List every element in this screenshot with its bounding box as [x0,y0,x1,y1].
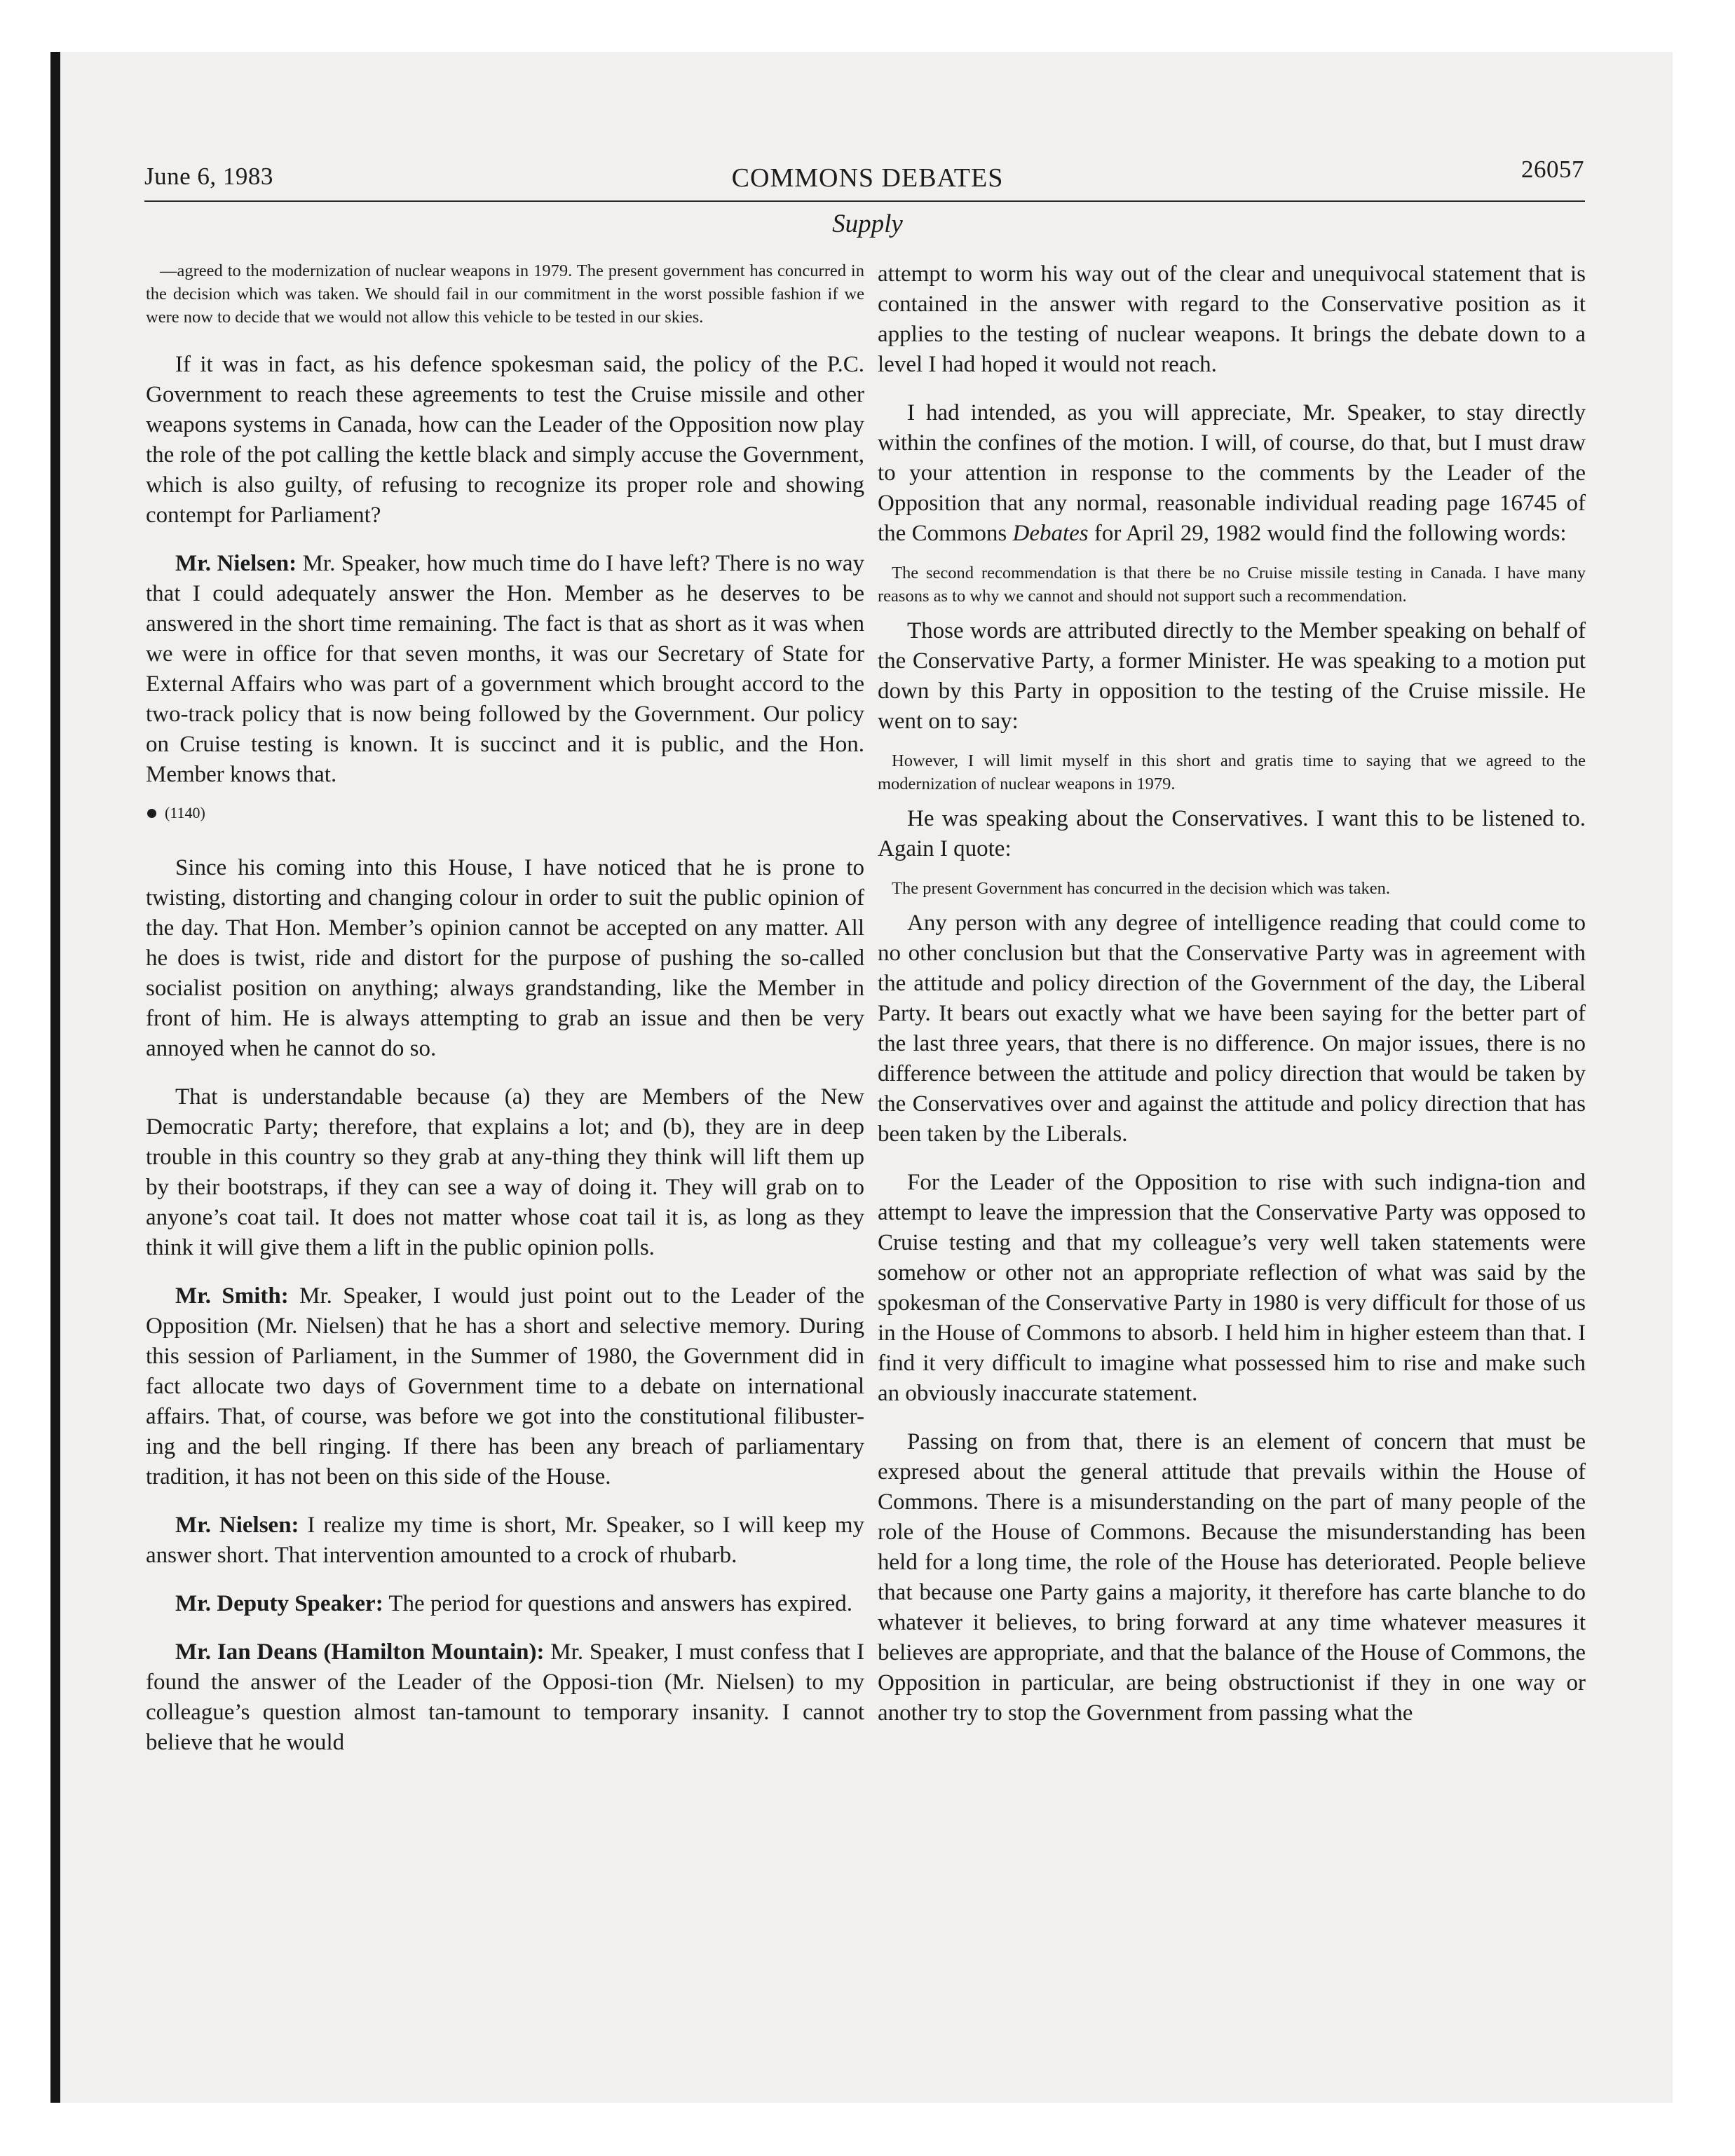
speech-paragraph [146,1589,864,1619]
speaker-name: Mr. Deputy Speaker: [175,1591,383,1616]
speech-text: The period for questions and answers has expired. [383,1591,852,1616]
speaker-name: Mr. Ian Deans (Hamilton Mountain): [175,1639,545,1665]
right-column [878,259,1586,1728]
speaker-name: Mr. Nielsen: [175,1513,299,1538]
speech-paragraph [146,1510,864,1571]
speech-paragraph [146,549,864,790]
paragraph: That is understandable because (a) they are Members of the New Democratic Party; therefore, that explains a lot; and (b), they are in deep trouble in this country so they grab at any-thing they think will lift them up by their bootstraps, if they can see a way of doing it. They will grab on to anyone’s coat tail. It does not matter whose coat tail it is, as long as they think it will give them a lift in the public opinion polls. [146,1084,864,1260]
bullet-icon [147,809,156,818]
quoted-passage: However, I will limit myself in this short and gratis time to saying that we agreed to the modernization of nuclear weapons in 1979. [878,751,1586,793]
paragraph: For the Leader of the Opposition to rise with such indigna-tion and attempt to leave the impression that the Conservative Party was opposed to Cruise testing and that my colleague’s very well taken statements were somehow or other not an appropriate reflection of what was said by the spokesman of the Conservative Party in 1980 is very difficult for those of us in the House of Commons to absorb. I held him in higher esteem than that. I find it very difficult to imagine what possessed him to rise and make such an obviously inaccurate statement. [878,1170,1586,1406]
header-date: June 6, 1983 [144,163,273,190]
quoted-passage: The second recommendation is that there be no Cruise missile testing in Canada. I have many reasons as to why we cannot and should not support such a recommendation. [878,564,1586,606]
paragraph-text: for April 29, 1982 would find the following words: [1088,521,1567,546]
quoted-passage: The present Government has concurred in the decision which was taken. [892,879,1390,898]
paragraph: Any person with any degree of intelligence reading that could come to no other conclusion but that the Conservative Party was in agreement with the attitude and policy direction of the Government of the day, the Liberal Party. It bears out exactly what we have been saying for the better part of the last three years, that there is no difference. On major issues, there is no difference between the attitude and policy direction that would be taken by the Conservatives over and against the attitude and policy direction that has been taken by the Liberals. [878,910,1586,1147]
header-rule [144,200,1585,202]
speech-paragraph [146,1281,864,1492]
time-marker-text: (1140) [165,804,205,821]
speaker-name: Mr. Smith: [175,1283,289,1309]
header-title: COMMONS DEBATES [731,163,1004,193]
paragraph [878,398,1586,549]
paragraph: Since his coming into this House, I have noticed that he is prone to twisting, distorting and changing colour in order to suit the public opinion of the day. That Hon. Member’s opinion cannot be accepted on any matter. All he does is twist, ride and distort for the purpose of pushing the so-called socialist position on anything; always grandstanding, like the Member in front of him. He is always attempting to grab an issue and then be very annoyed when he cannot do so. [146,855,864,1061]
paragraph-text: I had intended, as you will appreciate, Mr. Speaker, to stay directly within the confines of the motion. I will, of course, do that, but I must draw to your attention in response to the comments by the Leader of the Opposition that any normal, reasonable individual reading page 16745 of the Commons [878,400,1586,546]
running-head: Supply [832,210,903,238]
speaker-name: Mr. Nielsen: [175,551,297,576]
quoted-passage: —agreed to the modernization of nuclear weapons in 1979. The present government has concurred in the decision which was taken. We should fail in our commitment in the worst possible fashion if we were now to decide that we would not allow this vehicle to be tested in our skies. [146,261,864,327]
header-page-number: 26057 [1521,156,1584,183]
speech-text: Mr. Speaker, I would just point out to the Leader of the Opposition (Mr. Nielsen) that he has a short and selective memory. During this session of Parliament, in the Summer of 1980, the Government did in fact allocate two days of Government time to a debate on international affairs. That, of course, was before we got into the constitutional filibuster-ing and the bell ringing. If there has been any breach of parliamentary tradition, it has not been on this side of the House. [146,1283,864,1489]
speech-text: Mr. Speaker, how much time do I have left? There is no way that I could adequately answer the Hon. Member as he deserves to be answered in the short time remaining. The fact is that as short as it was when we were in office for that seven months, it was our Secretary of State for External Affairs who was part of a government which brought accord to the two-track policy that is now being followed by the Government. Our policy on Cruise testing is known. It is succinct and it is public, and the Hon. Member knows that. [146,551,864,787]
speech-text: I realize my time is short, Mr. Speaker, so I will keep my answer short. That intervention amounted to a crock of rhubarb. [146,1513,864,1568]
speech-paragraph [146,1637,864,1758]
paragraph: Passing on from that, there is an element of concern that must be expresed about the general attitude that prevails within the House of Commons. There is a misunderstanding on the part of many people of the role of the House of Commons. Because the misunderstanding has been held for a long time, the role of the House has deteriorated. People believe that because one Party gains a majority, it therefore has carte blanche to do whatever it believes, to bring forward at any time whatever measures it believes are appropriate, and that the balance of the House of Commons, the Opposition in particular, are being obstructionist if they in one way or another try to stop the Government from passing what the [878,1429,1586,1726]
speech-text: Mr. Speaker, I must confess that I found the answer of the Leader of the Opposi-tion (Mr. Nielsen) to my colleague’s question almost tan-tamount to temporary insanity. I cannot believe that he would [146,1639,864,1755]
paragraph: He was speaking about the Conservatives. I want this to be listened to. Again I quote: [878,806,1586,861]
paragraph: Those words are attributed directly to the Member speaking on behalf of the Conservative Party, a former Minister. He was speaking to a motion put down by this Party in opposition to the testing of the Cruise missile. He went on to say: [878,618,1586,734]
time-marker [146,803,864,824]
left-column [146,259,864,1758]
paragraph: If it was in fact, as his defence spokesman said, the policy of the P.C. Government to reach these agreements to test the Cruise missile and other weapons systems in Canada, how can the Leader of the Opposition now play the role of the pot calling the kettle black and simply accuse the Government, which is also guilty, of refusing to recognize its proper role and showing contempt for Parliament? [146,352,864,528]
publication-title: Debates [1012,521,1089,546]
paragraph: attempt to worm his way out of the clear and unequivocal statement that is contained in the answer with regard to the Conservative position as it applies to the testing of nuclear weapons. It brings the debate down to a level I had hoped it would not reach. [878,261,1586,377]
